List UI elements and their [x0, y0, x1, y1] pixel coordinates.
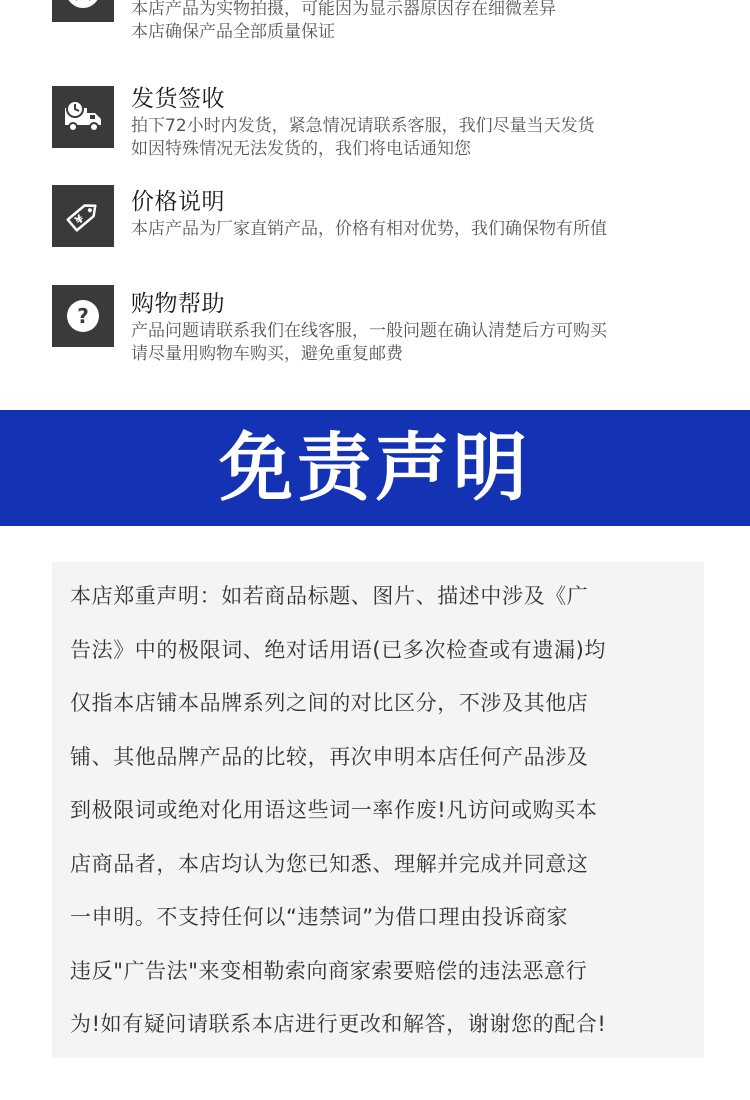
info-text	[131, 188, 711, 241]
info-text	[131, 0, 711, 44]
disclaimer-line: 违反"广告法"来变相勒索向商家索要赔偿的违法恶意行	[70, 958, 588, 983]
info-line: 产品问题请联系我们在线客服，一般问题在确认清楚后方可购买	[131, 321, 607, 341]
disclaimer-line: 铺、其他品牌产品的比较，再次申明本店任何产品涉及	[70, 744, 589, 769]
info-line: 本店产品为厂家直销产品，价格有相对优势，我们确保物有所值	[131, 219, 607, 239]
info-text	[131, 290, 711, 366]
disclaimer-line: 店商品者，本店均认为您已知悉、理解并完成并同意这	[70, 851, 589, 876]
info-item-help	[52, 290, 712, 370]
disclaimer-line: 告法》中的极限词、绝对话用语(已多次检查或有遗漏)均	[70, 637, 606, 662]
info-item-shipping	[52, 85, 712, 165]
disclaimer-banner	[0, 410, 750, 526]
info-title: 价格说明	[131, 189, 225, 215]
info-line: 本店确保产品全部质量保证	[131, 22, 335, 42]
info-text	[131, 85, 711, 161]
info-item-price	[52, 188, 712, 258]
info-title: 购物帮助	[131, 291, 225, 317]
shop-info-section	[0, 0, 750, 410]
star-badge-icon	[52, 0, 114, 22]
banner-title: 免责声明	[219, 425, 531, 511]
price-tag-icon	[52, 185, 114, 247]
svg-text:¥: ¥	[72, 212, 87, 228]
info-item-quality	[52, 0, 712, 50]
info-line: 拍下72小时内发货，紧急情况请联系客服，我们尽量当天发货	[131, 116, 595, 136]
info-line: 如因特殊情况无法发货的，我们将电话通知您	[131, 139, 471, 159]
delivery-truck-icon	[52, 86, 114, 148]
disclaimer-line: 一申明。不支持任何以“违禁词”为借口理由投诉商家	[70, 905, 569, 929]
svg-text:?: ?	[77, 304, 89, 328]
disclaimer-line: 到极限词或绝对化用语这些词一率作废!凡访问或购买本	[70, 798, 598, 822]
disclaimer-line: 本店郑重声明：如若商品标题、图片、描述中涉及《广	[70, 584, 589, 608]
info-line: 请尽量用购物车购买，避免重复邮费	[131, 344, 403, 364]
info-title: 发货签收	[131, 86, 225, 112]
question-mark-icon	[52, 285, 114, 347]
info-line: 本店产品为实物拍摄，可能因为显示器原因存在细微差异	[131, 0, 556, 19]
disclaimer-line: 为!如有疑问请联系本店进行更改和解答，谢谢您的配合!	[70, 1012, 607, 1036]
disclaimer-text-box	[52, 562, 704, 1058]
disclaimer-line: 仅指本店铺本品牌系列之间的对比区分，不涉及其他店	[70, 691, 589, 715]
